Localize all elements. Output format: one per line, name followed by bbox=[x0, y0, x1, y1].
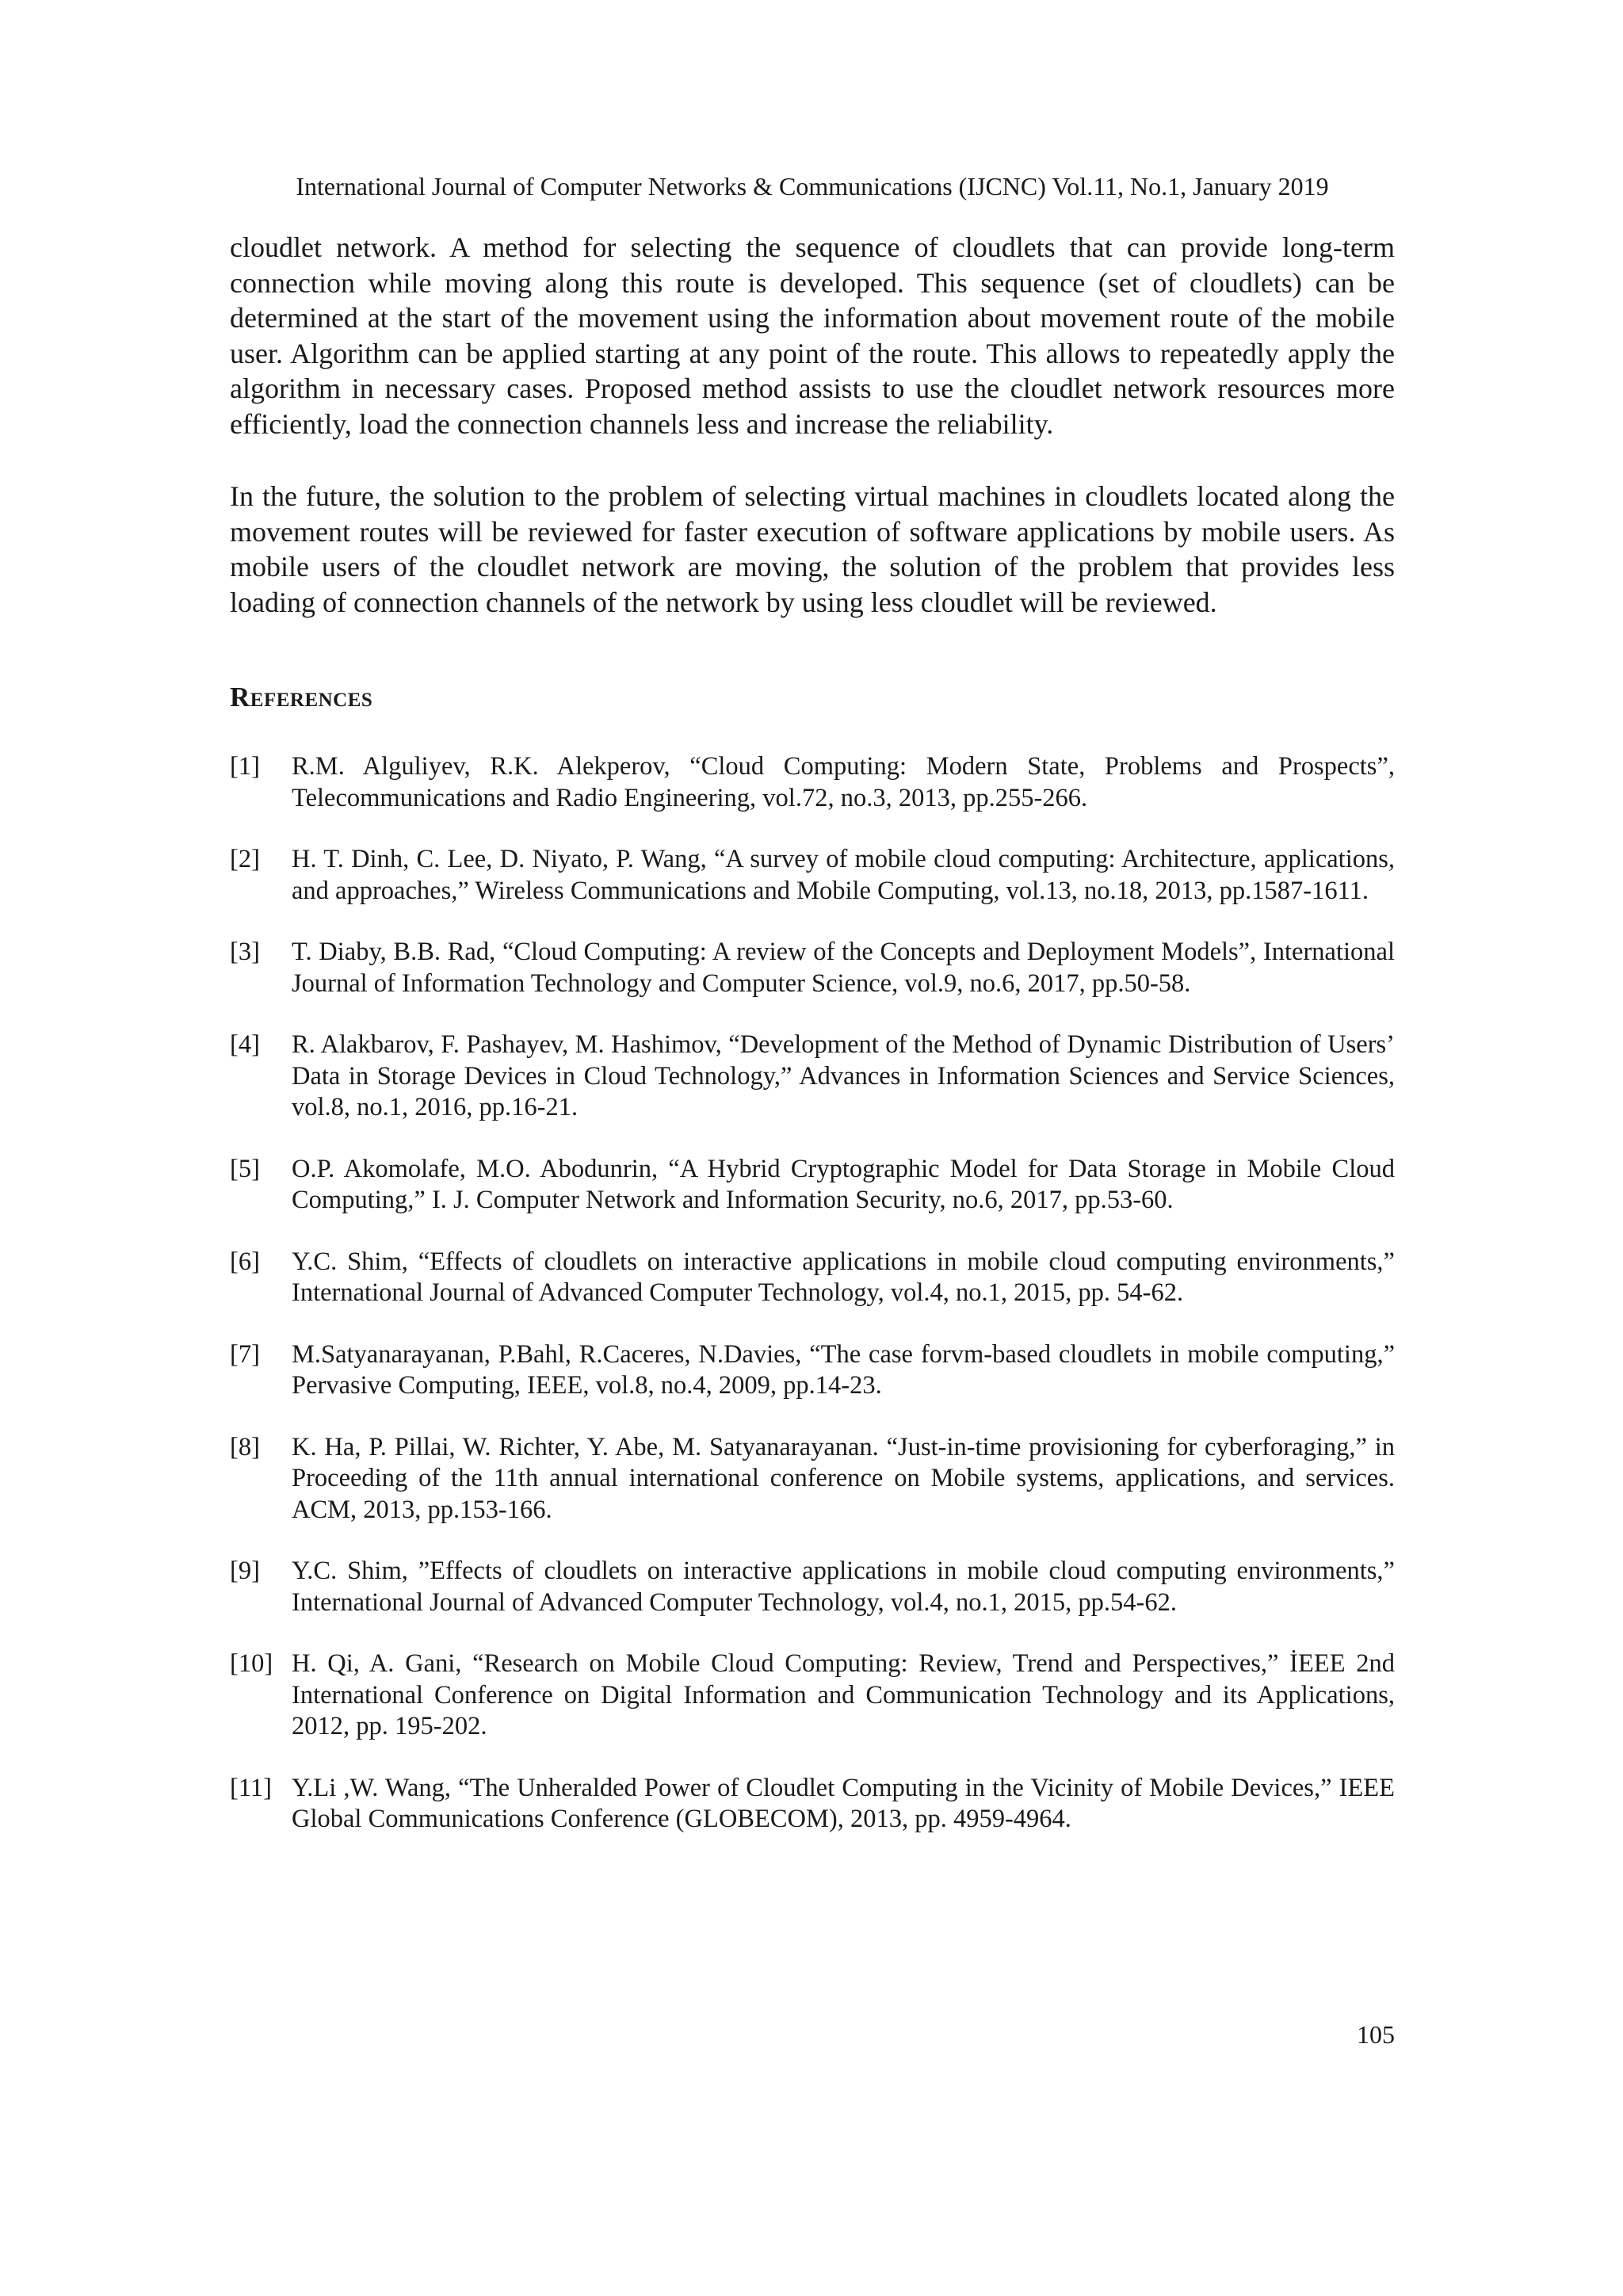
references-heading: References bbox=[230, 682, 373, 712]
reference-text: Y.C. Shim, “Effects of cloudlets on interactive applications in mobile cloud computing environments,” International Journal of Advanced Computer Technology, vol.4, no.1, 2015, pp. 54-62. bbox=[292, 1247, 1395, 1307]
reference-text: H. T. Dinh, C. Lee, D. Niyato, P. Wang, “A survey of mobile cloud computing: Architecture, applications, and approaches,” Wireless Communications and Mobile Computing, vol.13, no.18, 2013, pp.1587-1611. bbox=[292, 845, 1395, 905]
reference-text: R. Alakbarov, F. Pashayev, M. Hashimov, “Development of the Method of Dynamic Distribution of Users’ Data in Storage Devices in Cloud Technology,” Advances in Information Sciences and Service Sciences, vol.8, no.1, 2016, pp.16-21. bbox=[292, 1030, 1395, 1121]
reference-item bbox=[230, 844, 1395, 907]
reference-number: [4] bbox=[230, 1030, 260, 1059]
reference-number: [10] bbox=[230, 1649, 273, 1678]
reference-number: [7] bbox=[230, 1339, 260, 1369]
reference-item bbox=[230, 1432, 1395, 1526]
reference-number: [8] bbox=[230, 1432, 260, 1461]
body-paragraph: In the future, the solution to the problem of selecting virtual machines in cloudlets located along the movement routes will be reviewed for faster execution of software applications by mobile users. As mobile users of the cloudlet network are moving, the solution of the problem that provides less loading of connection channels of the network by using less cloudlet will be reviewed. bbox=[230, 480, 1395, 618]
reference-number: [6] bbox=[230, 1247, 260, 1276]
reference-text: T. Diaby, B.B. Rad, “Cloud Computing: A review of the Concepts and Deployment Models”, International Journal of Information Technology and Computer Science, vol.9, no.6, 2017, pp.50-58. bbox=[292, 938, 1395, 998]
running-header: International Journal of Computer Networks & Communications (IJCNC) Vol.11, No.1, January 2019 bbox=[296, 172, 1329, 201]
reference-text: R.M. Alguliyev, R.K. Alekperov, “Cloud Computing: Modern State, Problems and Prospects”, Telecommunications and Radio Engineering, vol.72, no.3, 2013, pp.255-266. bbox=[292, 752, 1395, 812]
references-list bbox=[230, 751, 1395, 1866]
reference-text: Y.Li ,W. Wang, “The Unheralded Power of Cloudlet Computing in the Vicinity of Mobile Devices,” IEEE Global Communications Conference (GLOBECOM), 2013, pp. 4959-4964. bbox=[292, 1773, 1395, 1833]
reference-text: M.Satyanarayanan, P.Bahl, R.Caceres, N.Davies, “The case forvm-based cloudlets in mobile computing,” Pervasive Computing, IEEE, vol.8, no.4, 2009, pp.14-23. bbox=[292, 1339, 1395, 1400]
reference-number: [9] bbox=[230, 1557, 260, 1585]
reference-number: [1] bbox=[230, 752, 260, 781]
reference-text: H. Qi, A. Gani, “Research on Mobile Cloud Computing: Review, Trend and Perspectives,” İEEE 2nd International Conference on Digital Information and Communication Technology and its Applications, 2012, pp. 195-202. bbox=[292, 1649, 1395, 1740]
reference-item bbox=[230, 1773, 1395, 1836]
reference-number: [3] bbox=[230, 938, 260, 966]
reference-text: K. Ha, P. Pillai, W. Richter, Y. Abe, M. Satyanarayanan. “Just-in-time provisioning for cyberforaging,” in Proceeding of the 11th annual international conference on Mobile systems, applications, and services. ACM, 2013, pp.153-166. bbox=[292, 1432, 1395, 1524]
reference-item bbox=[230, 1556, 1395, 1618]
reference-item bbox=[230, 1648, 1395, 1743]
reference-item bbox=[230, 751, 1395, 814]
reference-text: O.P. Akomolafe, M.O. Abodunrin, “A Hybrid Cryptographic Model for Data Storage in Mobile Cloud Computing,” I. J. Computer Network and Information Security, no.6, 2017, pp.53-60. bbox=[292, 1154, 1395, 1214]
reference-item bbox=[230, 937, 1395, 999]
reference-item bbox=[230, 1339, 1395, 1402]
reference-number: [5] bbox=[230, 1154, 260, 1183]
reference-item bbox=[230, 1247, 1395, 1309]
page-number: 105 bbox=[1357, 2020, 1395, 2049]
body-paragraph: cloudlet network. A method for selecting the sequence of cloudlets that can provide long-term connection while moving along this route is developed. This sequence (set of cloudlets) can be determined at the start of the movement using the information about movement route of the mobile user. Algorithm can be applied starting at any point of the route. This allows to repeatedly apply the algorithm in necessary cases. Proposed method assists to use the cloudlet network resources more efficiently, load the connection channels less and increase the reliability. bbox=[230, 231, 1395, 440]
reference-item bbox=[230, 1030, 1395, 1124]
reference-number: [2] bbox=[230, 845, 260, 873]
reference-item bbox=[230, 1154, 1395, 1217]
reference-text: Y.C. Shim, ”Effects of cloudlets on interactive applications in mobile cloud computing environments,” International Journal of Advanced Computer Technology, vol.4, no.1, 2015, pp.54-62. bbox=[292, 1557, 1395, 1617]
reference-number: [11] bbox=[230, 1773, 272, 1802]
